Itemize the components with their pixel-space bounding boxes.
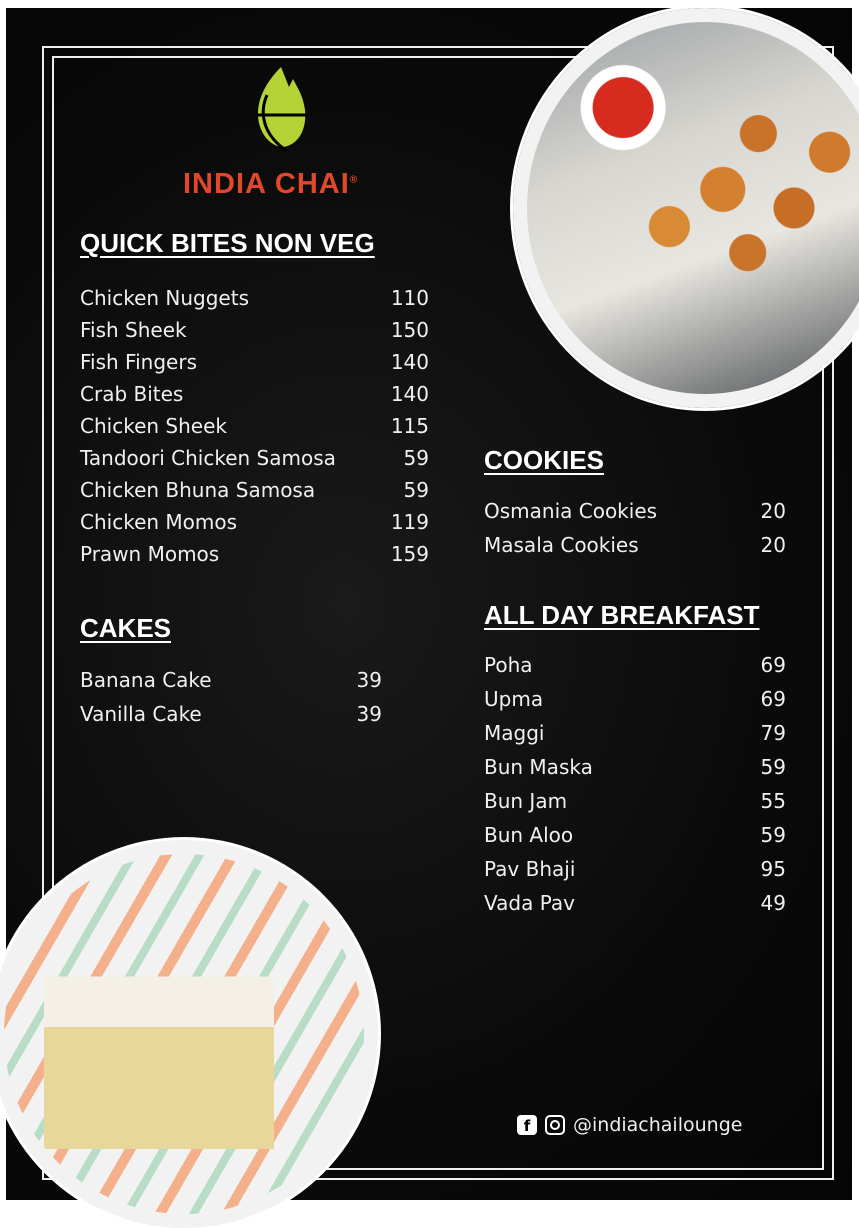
item-name: Banana Cake bbox=[80, 668, 212, 692]
item-name: Osmania Cookies bbox=[484, 499, 658, 523]
item-price: 59 bbox=[760, 823, 786, 847]
menu-item bbox=[484, 750, 786, 784]
item-name: Fish Sheek bbox=[80, 318, 187, 342]
brand-name: INDIA CHAI® bbox=[183, 168, 359, 200]
menu-item bbox=[80, 538, 429, 570]
item-price: 95 bbox=[760, 857, 786, 881]
menu-item bbox=[80, 663, 382, 697]
heading-breakfast: ALL DAY BREAKFAST bbox=[484, 600, 760, 630]
menu-item bbox=[80, 697, 382, 731]
item-price: 110 bbox=[390, 286, 429, 310]
cakes-list bbox=[80, 663, 382, 731]
item-name: Chicken Momos bbox=[80, 510, 238, 534]
menu-item bbox=[484, 648, 786, 682]
menu-item bbox=[484, 528, 786, 562]
menu-item bbox=[484, 784, 786, 818]
heading-cakes: CAKES bbox=[80, 613, 172, 643]
breakfast-list bbox=[484, 648, 786, 920]
social-handle: @indiachailounge bbox=[573, 1114, 743, 1136]
menu-item bbox=[484, 682, 786, 716]
heading-quick-bites: QUICK BITES NON VEG bbox=[80, 228, 375, 258]
menu-item bbox=[80, 506, 429, 538]
item-price: 119 bbox=[390, 510, 429, 534]
item-price: 115 bbox=[390, 414, 429, 438]
item-name: Maggi bbox=[484, 721, 545, 745]
item-name: Tandoori Chicken Samosa bbox=[80, 446, 336, 470]
item-price: 39 bbox=[356, 668, 382, 692]
menu-item bbox=[80, 282, 429, 314]
item-price: 79 bbox=[760, 721, 786, 745]
item-price: 69 bbox=[760, 653, 786, 677]
item-price: 55 bbox=[760, 789, 786, 813]
instagram-icon[interactable] bbox=[545, 1115, 565, 1135]
menu-item bbox=[80, 346, 429, 378]
item-price: 69 bbox=[760, 687, 786, 711]
cake-photo bbox=[0, 840, 378, 1228]
menu-item bbox=[484, 716, 786, 750]
item-name: Chicken Bhuna Samosa bbox=[80, 478, 316, 502]
menu-item bbox=[484, 818, 786, 852]
item-name: Upma bbox=[484, 687, 544, 711]
item-name: Bun Maska bbox=[484, 755, 593, 779]
item-price: 150 bbox=[390, 318, 429, 342]
item-name: Crab Bites bbox=[80, 382, 184, 406]
menu-item bbox=[484, 852, 786, 886]
menu-item bbox=[80, 442, 429, 474]
item-name: Pav Bhaji bbox=[484, 857, 576, 881]
item-name: Bun Jam bbox=[484, 789, 568, 813]
item-name: Bun Aloo bbox=[484, 823, 574, 847]
item-price: 49 bbox=[760, 891, 786, 915]
item-price: 140 bbox=[390, 350, 429, 374]
item-name: Chicken Nuggets bbox=[80, 286, 249, 310]
item-name: Chicken Sheek bbox=[80, 414, 227, 438]
menu-item bbox=[80, 474, 429, 506]
menu-item bbox=[484, 494, 786, 528]
item-price: 159 bbox=[390, 542, 429, 566]
item-price: 39 bbox=[356, 702, 382, 726]
menu-item bbox=[484, 886, 786, 920]
quick-bites-list bbox=[80, 282, 429, 570]
item-price: 140 bbox=[390, 382, 429, 406]
item-name: Vada Pav bbox=[484, 891, 575, 915]
social-links bbox=[517, 1114, 742, 1136]
item-price: 59 bbox=[403, 478, 429, 502]
facebook-icon[interactable]: f bbox=[517, 1115, 537, 1135]
menu-item bbox=[80, 410, 429, 442]
item-price: 59 bbox=[403, 446, 429, 470]
cookies-list bbox=[484, 494, 786, 562]
menu-item bbox=[80, 378, 429, 410]
item-name: Masala Cookies bbox=[484, 533, 639, 557]
menu-item bbox=[80, 314, 429, 346]
item-name: Fish Fingers bbox=[80, 350, 197, 374]
item-name: Poha bbox=[484, 653, 533, 677]
item-name: Vanilla Cake bbox=[80, 702, 202, 726]
item-price: 20 bbox=[760, 533, 786, 557]
item-price: 59 bbox=[760, 755, 786, 779]
item-price: 20 bbox=[760, 499, 786, 523]
heading-cookies: COOKIES bbox=[484, 445, 604, 475]
item-name: Prawn Momos bbox=[80, 542, 220, 566]
leaf-logo-icon bbox=[183, 65, 383, 159]
